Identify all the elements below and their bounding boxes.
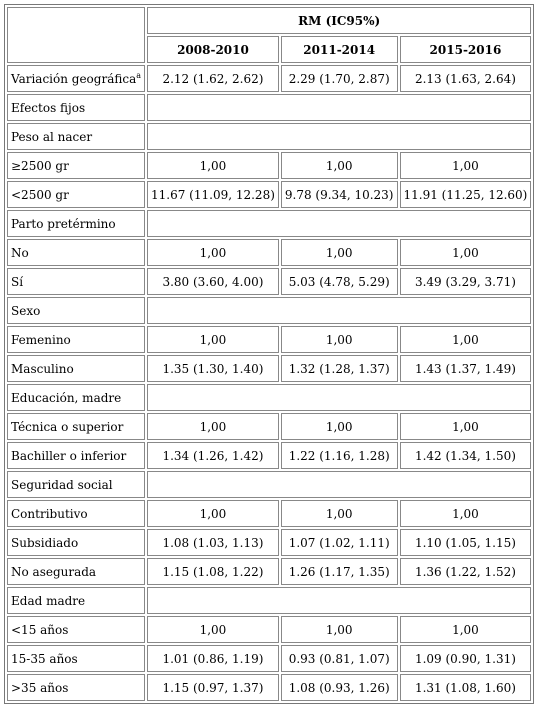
value-cell: 1,00	[400, 239, 532, 266]
value-cell: 1.43 (1.37, 1.49)	[400, 355, 532, 382]
value-cell: 1.08 (1.03, 1.13)	[147, 529, 279, 556]
fixed-effects-row	[7, 94, 531, 121]
value-cell: 1.32 (1.28, 1.37)	[281, 355, 398, 382]
value-cell: 5.03 (4.78, 5.29)	[281, 268, 398, 295]
row-label: Contributivo	[7, 500, 145, 527]
section-header-row	[7, 587, 531, 614]
table-row	[7, 413, 531, 440]
value-cell: 1,00	[400, 326, 532, 353]
value-cell: 1,00	[281, 239, 398, 266]
section-header-row	[7, 384, 531, 411]
value-cell: 1,00	[400, 413, 532, 440]
value-cell: 1,00	[281, 326, 398, 353]
empty-cell	[147, 471, 531, 498]
empty-cell	[147, 210, 531, 237]
row-label: >35 años	[7, 674, 145, 701]
row-label: ≥2500 gr	[7, 152, 145, 179]
section-header-row	[7, 123, 531, 150]
value-cell: 1.26 (1.17, 1.35)	[281, 558, 398, 585]
section-header-row	[7, 471, 531, 498]
section-title: Seguridad social	[7, 471, 145, 498]
empty-cell	[147, 587, 531, 614]
empty-cell	[147, 384, 531, 411]
table-row	[7, 239, 531, 266]
variation-row	[7, 65, 531, 92]
table-body	[7, 65, 531, 701]
value-cell: 1.08 (0.93, 1.26)	[281, 674, 398, 701]
value-cell: 1.15 (0.97, 1.37)	[147, 674, 279, 701]
value-cell: 1,00	[147, 413, 279, 440]
value-cell: 1.36 (1.22, 1.52)	[400, 558, 532, 585]
value-cell: 1,00	[281, 616, 398, 643]
value-cell: 0.93 (0.81, 1.07)	[281, 645, 398, 672]
value-cell: 1.09 (0.90, 1.31)	[400, 645, 532, 672]
section-header-row	[7, 297, 531, 324]
variation-value: 2.29 (1.70, 2.87)	[281, 65, 398, 92]
value-cell: 1.10 (1.05, 1.15)	[400, 529, 532, 556]
value-cell: 1,00	[281, 152, 398, 179]
table-row	[7, 355, 531, 382]
value-cell: 1,00	[400, 152, 532, 179]
value-cell: 1.31 (1.08, 1.60)	[400, 674, 532, 701]
row-label: Sí	[7, 268, 145, 295]
value-cell: 1.22 (1.16, 1.28)	[281, 442, 398, 469]
value-cell: 1.34 (1.26, 1.42)	[147, 442, 279, 469]
table-row	[7, 645, 531, 672]
value-cell: 3.80 (3.60, 4.00)	[147, 268, 279, 295]
variation-label-cell	[7, 65, 145, 92]
row-label: Técnica o superior	[7, 413, 145, 440]
value-cell: 1,00	[147, 152, 279, 179]
section-title: Peso al nacer	[7, 123, 145, 150]
table-header	[7, 7, 531, 63]
value-cell: 1,00	[400, 616, 532, 643]
empty-cell	[147, 94, 531, 121]
value-cell: 1,00	[281, 500, 398, 527]
empty-cell	[147, 123, 531, 150]
value-cell: 1.01 (0.86, 1.19)	[147, 645, 279, 672]
header-period: 2011-2014	[281, 36, 398, 63]
odds-ratio-table	[4, 4, 534, 704]
table-row	[7, 152, 531, 179]
header-group-label: RM (IC95%)	[147, 7, 531, 34]
row-label: <15 años	[7, 616, 145, 643]
row-label: Masculino	[7, 355, 145, 382]
table-row	[7, 268, 531, 295]
header-period: 2008-2010	[147, 36, 279, 63]
value-cell: 1.07 (1.02, 1.11)	[281, 529, 398, 556]
table-row	[7, 674, 531, 701]
value-cell: 9.78 (9.34, 10.23)	[281, 181, 398, 208]
row-label: No asegurada	[7, 558, 145, 585]
row-label: Bachiller o inferior	[7, 442, 145, 469]
value-cell: 1,00	[147, 239, 279, 266]
table-row	[7, 500, 531, 527]
empty-cell	[147, 297, 531, 324]
section-title: Parto pretérmino	[7, 210, 145, 237]
header-row-group	[7, 7, 531, 34]
row-label: 15-35 años	[7, 645, 145, 672]
row-label: <2500 gr	[7, 181, 145, 208]
table-row	[7, 616, 531, 643]
variation-value: 2.12 (1.62, 2.62)	[147, 65, 279, 92]
section-title: Sexo	[7, 297, 145, 324]
fixed-effects-label: Efectos fijos	[7, 94, 145, 121]
value-cell: 1,00	[281, 413, 398, 440]
value-cell: 1.35 (1.30, 1.40)	[147, 355, 279, 382]
value-cell: 1.42 (1.34, 1.50)	[400, 442, 532, 469]
value-cell: 11.91 (11.25, 12.60)	[400, 181, 532, 208]
row-label: No	[7, 239, 145, 266]
value-cell: 1,00	[147, 616, 279, 643]
table-row	[7, 442, 531, 469]
value-cell: 3.49 (3.29, 3.71)	[400, 268, 532, 295]
row-label: Femenino	[7, 326, 145, 353]
value-cell: 1,00	[147, 326, 279, 353]
section-header-row	[7, 210, 531, 237]
header-empty-cell	[7, 7, 145, 63]
section-title: Educación, madre	[7, 384, 145, 411]
value-cell: 1,00	[400, 500, 532, 527]
variation-label: Variación geográfica	[11, 71, 137, 86]
table-row	[7, 326, 531, 353]
table-row	[7, 558, 531, 585]
table-row	[7, 181, 531, 208]
value-cell: 11.67 (11.09, 12.28)	[147, 181, 279, 208]
table-row	[7, 529, 531, 556]
section-title: Edad madre	[7, 587, 145, 614]
variation-value: 2.13 (1.63, 2.64)	[400, 65, 532, 92]
header-period: 2015-2016	[400, 36, 532, 63]
value-cell: 1,00	[147, 500, 279, 527]
value-cell: 1.15 (1.08, 1.22)	[147, 558, 279, 585]
footnote-marker: a	[136, 70, 142, 80]
row-label: Subsidiado	[7, 529, 145, 556]
